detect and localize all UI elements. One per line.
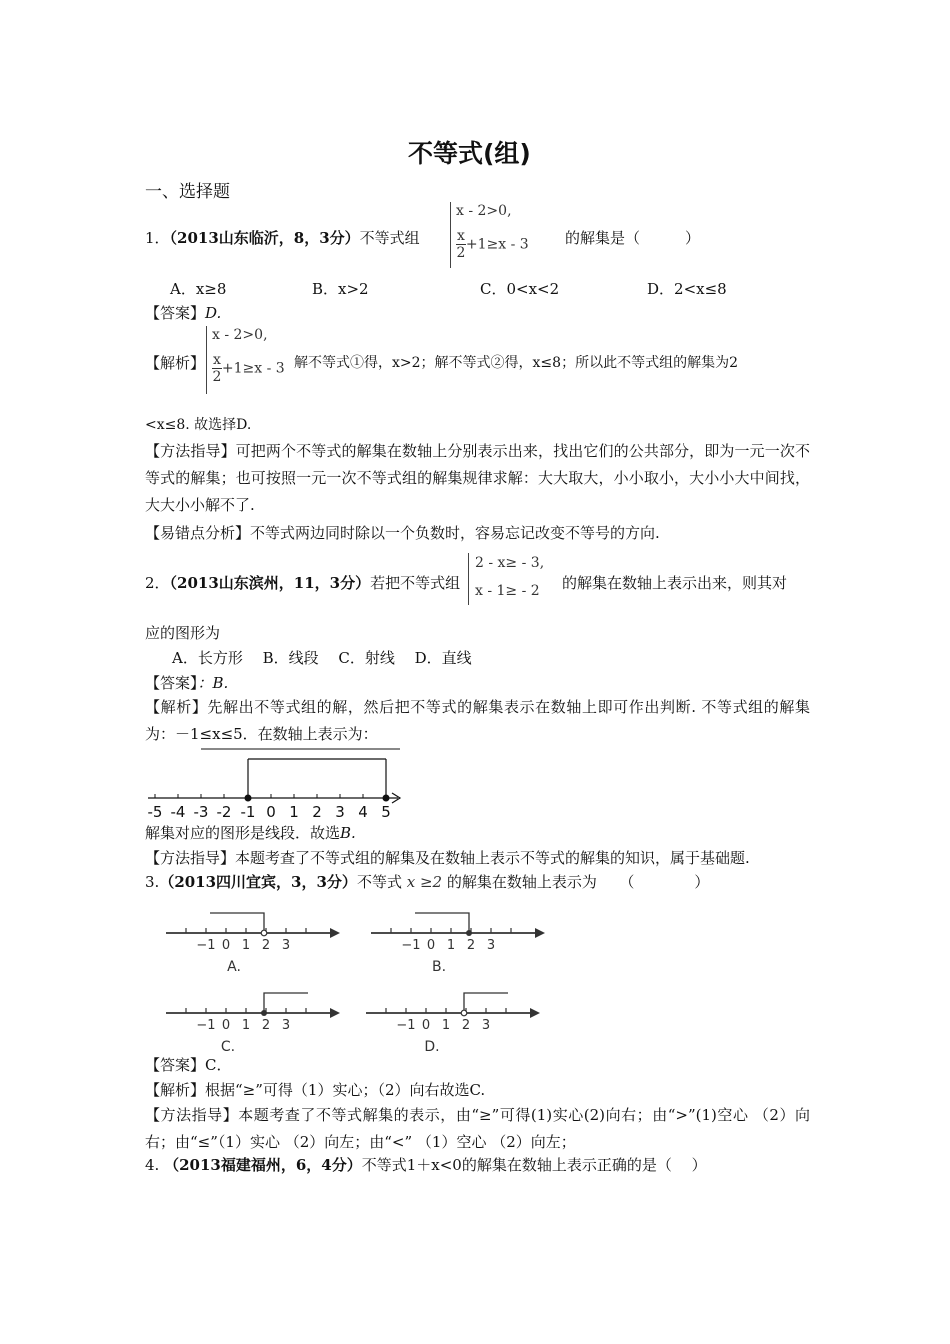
q1-sys-line2: $\frac{x}{2}$ +1≥x - 3 (456, 228, 529, 261)
q1-analysis-sys1: x - 2>0, (212, 327, 268, 343)
q2-stem-cont: 应的图形为 (145, 624, 221, 642)
q2-axis-label: 1 (289, 803, 299, 821)
q3-option-d-diagram (366, 993, 540, 1055)
q1-analysis-tag: 【解析】 (145, 354, 206, 372)
q2-method: 【方法指导】本题考查了不等式组的解集及在数轴上表示不等式的解集的知识，属于基础题. (145, 849, 750, 867)
svg-text:3: 3 (281, 1018, 291, 1033)
q3-option-d-label: D. (424, 1039, 440, 1055)
svg-text:0: 0 (221, 938, 231, 953)
q1-option-d: D．2<x≤8 (647, 280, 727, 298)
q2-axis-label: -5 (147, 803, 163, 821)
q1-brace (450, 202, 451, 268)
q3-stem: 3.（2013四川宜宾，3，3分）不等式 x ≥2 的解集在数轴上表示为 （ ） (145, 873, 710, 891)
q1-source: （2013山东临沂，8，3分） (169, 229, 360, 247)
q3-analysis: 【解析】根据“≥”可得（1）实心；（2）向右故选C. (145, 1081, 486, 1099)
q1-option-b: B．x>2 (312, 280, 369, 298)
svg-text:2: 2 (466, 938, 476, 953)
q2-axis-label: -1 (240, 803, 256, 821)
svg-text:0: 0 (426, 938, 436, 953)
svg-text:−1: −1 (196, 1018, 216, 1033)
q1-analysis-brace (206, 326, 207, 394)
q2-axis-label: -2 (216, 803, 232, 821)
q2-axis-label: 5 (381, 803, 391, 821)
q3-option-c-diagram (166, 993, 340, 1055)
q2-analysis: 【解析】先解出不等式组的解，然后把不等式的解集表示在数轴上即可作出判断. 不等式组的解集为：－1≤x≤5．在数轴上表示为： (145, 698, 810, 743)
q1-stem-post: 的解集是（ ） (565, 229, 701, 247)
svg-text:2: 2 (261, 938, 271, 953)
q3-options-figure (160, 905, 560, 1055)
svg-text:3: 3 (481, 1018, 491, 1033)
q2-axis-label: 3 (335, 803, 345, 821)
svg-text:1: 1 (241, 938, 251, 953)
q4-stem: 4. （2013福建福州，6，4分）不等式1＋x<0的解集在数轴上表示正确的是（ ） (145, 1156, 707, 1174)
q2-number-line (140, 746, 410, 824)
q3-option-a-label: A. (227, 959, 241, 975)
svg-text:1: 1 (441, 1018, 451, 1033)
q2-sys-line1: 2 - x≥ - 3, (475, 555, 545, 571)
svg-text:2: 2 (461, 1018, 471, 1033)
q1-analysis-text2: <x≤8. 故选择D. (145, 417, 252, 433)
q1-analysis-sys2: $\frac{x}{2}$ +1≥x - 3 (212, 352, 285, 385)
q2-sys-line2: x - 1≥ - 2 (475, 583, 540, 599)
svg-text:0: 0 (421, 1018, 431, 1033)
q3-option-a-diagram (166, 913, 340, 975)
svg-text:1: 1 (241, 1018, 251, 1033)
svg-text:3: 3 (486, 938, 496, 953)
q1-answer: 【答案】D. (145, 304, 222, 322)
q2-stem: 2．（2013山东滨州，11，3分）若把不等式组 (145, 574, 461, 592)
q1-method: 【方法指导】可把两个不等式的解集在数轴上分别表示出来，找出它们的公共部分，即为一元一次不等式的解集；也可按照一元一次不等式组的解集规律求解：大大取大，小小取小，大小小大中间找，大大小小解不了. (145, 442, 810, 514)
page-title: 不等式(组) (408, 139, 531, 168)
q2-axis-label: 2 (312, 803, 322, 821)
q2-axis-label: -3 (193, 803, 209, 821)
q2-axis-label: 4 (358, 803, 368, 821)
q2-point-minus1 (245, 795, 252, 802)
q3-answer: 【答案】C． (145, 1056, 232, 1074)
q1-num: 1． (145, 229, 170, 247)
q2-options: A．长方形 B．线段 C．射线 D．直线 (172, 649, 472, 667)
q1-stem (145, 227, 420, 248)
svg-text:1: 1 (446, 938, 456, 953)
q3-option-b-diagram (371, 913, 545, 975)
q3-option-b-label: B. (431, 959, 447, 975)
q3-method: 【方法指导】本题考查了不等式解集的表示，由“≥”可得(1)实心(2)向右；由“>”(1)空心 （2）向右；由“≤”（1）实心 （2）向左；由“<” （1）空心 （2）向左； (145, 1106, 810, 1151)
q1-analysis-text: 解不等式①得，x>2；解不等式②得，x≤8；所以此不等式组的解集为2 (294, 355, 738, 371)
svg-text:−1: −1 (401, 938, 421, 953)
section-heading: 一、选择题 (145, 182, 230, 202)
svg-text:0: 0 (221, 1018, 231, 1033)
q1-option-a: A．x≥8 (170, 280, 227, 298)
q2-brace (468, 553, 469, 605)
q2-answer: 【答案】：B. (145, 674, 229, 692)
q2-stem-post: 的解集在数轴上表示出来，则其对 (562, 574, 788, 592)
svg-text:2: 2 (261, 1018, 271, 1033)
q1-stem-pre: 不等式组 (359, 229, 420, 247)
q1-error: 【易错点分析】不等式两边同时除以一个负数时，容易忘记改变不等号的方向. (145, 524, 660, 542)
svg-text:3: 3 (281, 938, 291, 953)
q2-after: 解集对应的图形是线段．故选B. (145, 824, 356, 842)
q2-point-5 (383, 795, 390, 802)
q3-option-c-label: C. (220, 1039, 236, 1055)
q1-sys-line1: x - 2>0, (456, 203, 512, 219)
svg-text:−1: −1 (196, 938, 216, 953)
q2-axis-label: 0 (266, 803, 276, 821)
svg-text:−1: −1 (396, 1018, 416, 1033)
q1-option-c: C．0<x<2 (480, 280, 560, 298)
q2-axis-label: -4 (170, 803, 186, 821)
